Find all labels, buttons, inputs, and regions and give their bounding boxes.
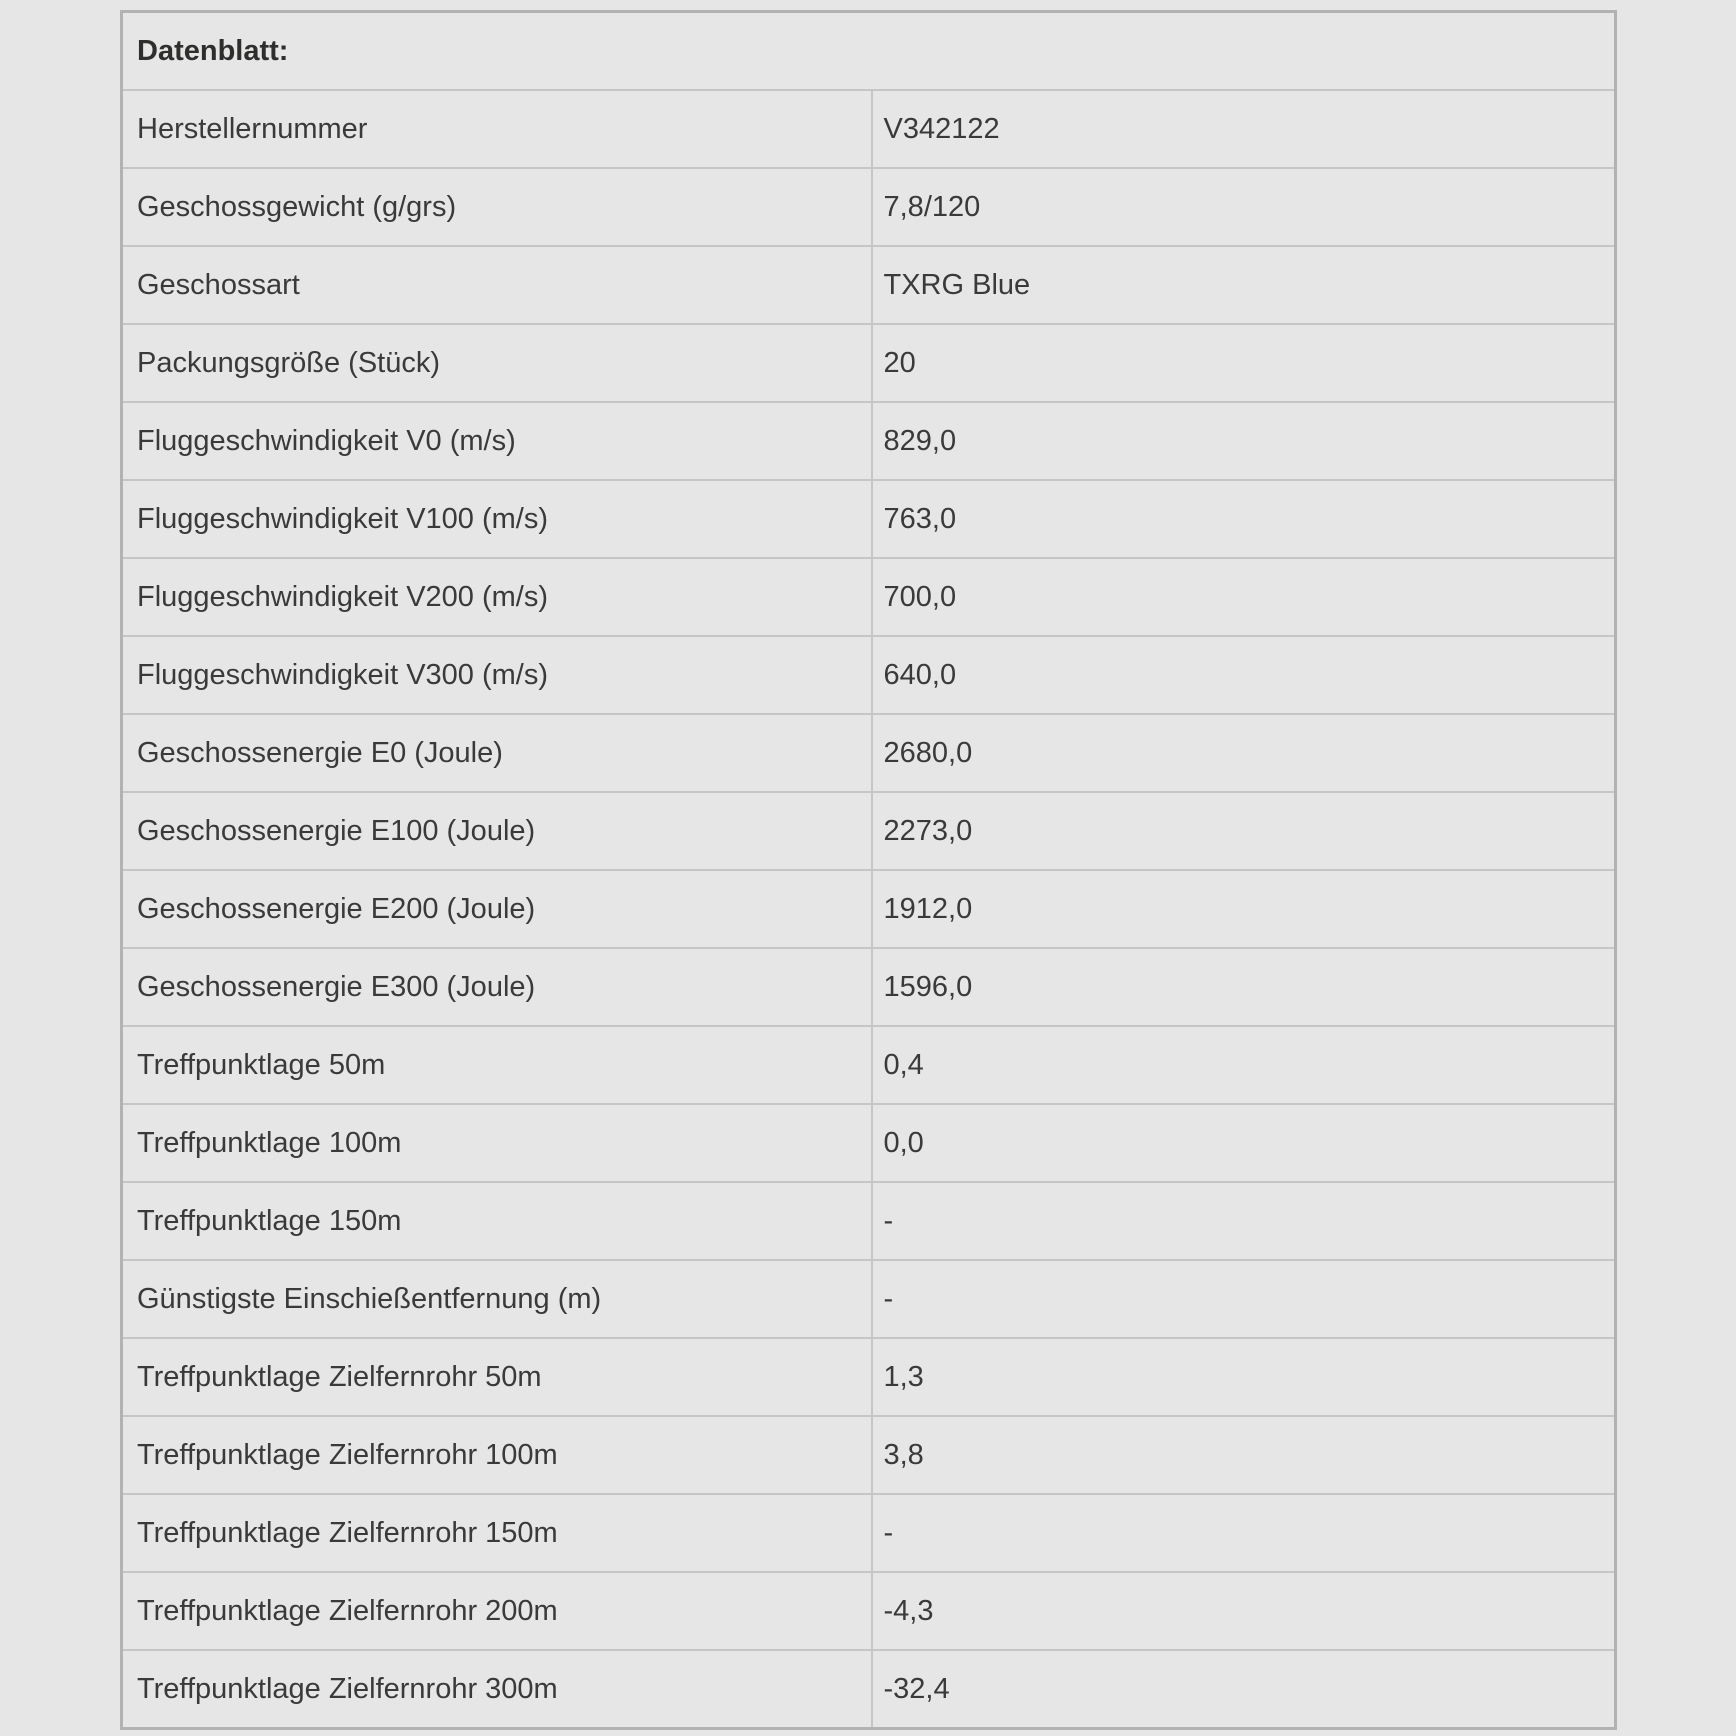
table-row bbox=[122, 1182, 1616, 1260]
row-label: Treffpunktlage Zielfernrohr 300m bbox=[122, 1650, 872, 1729]
row-label: Treffpunktlage 150m bbox=[122, 1182, 872, 1260]
row-value: - bbox=[872, 1260, 1616, 1338]
row-label: Fluggeschwindigkeit V100 (m/s) bbox=[122, 480, 872, 558]
row-label: Treffpunktlage Zielfernrohr 50m bbox=[122, 1338, 872, 1416]
table-row bbox=[122, 870, 1616, 948]
row-label: Günstigste Einschießentfernung (m) bbox=[122, 1260, 872, 1338]
datasheet-section bbox=[120, 10, 1617, 1730]
table-row bbox=[122, 324, 1616, 402]
table-row bbox=[122, 1260, 1616, 1338]
row-label: Treffpunktlage Zielfernrohr 100m bbox=[122, 1416, 872, 1494]
datasheet-table bbox=[120, 10, 1617, 1730]
table-row bbox=[122, 1338, 1616, 1416]
row-value: 700,0 bbox=[872, 558, 1616, 636]
row-value: -32,4 bbox=[872, 1650, 1616, 1729]
row-label: Treffpunktlage 50m bbox=[122, 1026, 872, 1104]
table-row bbox=[122, 480, 1616, 558]
table-row bbox=[122, 1416, 1616, 1494]
row-label: Geschossart bbox=[122, 246, 872, 324]
table-row bbox=[122, 90, 1616, 168]
row-value: 0,4 bbox=[872, 1026, 1616, 1104]
row-value: 763,0 bbox=[872, 480, 1616, 558]
row-label: Fluggeschwindigkeit V200 (m/s) bbox=[122, 558, 872, 636]
row-value: 3,8 bbox=[872, 1416, 1616, 1494]
table-row bbox=[122, 168, 1616, 246]
table-row bbox=[122, 1650, 1616, 1729]
table-row bbox=[122, 402, 1616, 480]
table-row bbox=[122, 1494, 1616, 1572]
table-row bbox=[122, 714, 1616, 792]
table-row bbox=[122, 246, 1616, 324]
table-row bbox=[122, 1572, 1616, 1650]
table-row bbox=[122, 558, 1616, 636]
row-value: 1,3 bbox=[872, 1338, 1616, 1416]
row-value: V342122 bbox=[872, 90, 1616, 168]
row-label: Geschossenergie E300 (Joule) bbox=[122, 948, 872, 1026]
row-value: - bbox=[872, 1182, 1616, 1260]
row-label: Herstellernummer bbox=[122, 90, 872, 168]
table-row bbox=[122, 948, 1616, 1026]
row-value: 20 bbox=[872, 324, 1616, 402]
row-value: 2273,0 bbox=[872, 792, 1616, 870]
row-value: 1596,0 bbox=[872, 948, 1616, 1026]
table-row bbox=[122, 792, 1616, 870]
row-value: TXRG Blue bbox=[872, 246, 1616, 324]
row-label: Fluggeschwindigkeit V0 (m/s) bbox=[122, 402, 872, 480]
row-value: 829,0 bbox=[872, 402, 1616, 480]
row-label: Geschossenergie E200 (Joule) bbox=[122, 870, 872, 948]
row-label: Treffpunktlage Zielfernrohr 150m bbox=[122, 1494, 872, 1572]
row-label: Geschossenergie E0 (Joule) bbox=[122, 714, 872, 792]
row-value: 2680,0 bbox=[872, 714, 1616, 792]
row-value: -4,3 bbox=[872, 1572, 1616, 1650]
table-row bbox=[122, 1026, 1616, 1104]
row-label: Geschossgewicht (g/grs) bbox=[122, 168, 872, 246]
table-row bbox=[122, 636, 1616, 714]
row-value: 0,0 bbox=[872, 1104, 1616, 1182]
row-value: - bbox=[872, 1494, 1616, 1572]
datasheet-header-row bbox=[122, 12, 1616, 91]
row-label: Fluggeschwindigkeit V300 (m/s) bbox=[122, 636, 872, 714]
row-label: Treffpunktlage 100m bbox=[122, 1104, 872, 1182]
row-label: Geschossenergie E100 (Joule) bbox=[122, 792, 872, 870]
row-value: 1912,0 bbox=[872, 870, 1616, 948]
datasheet-title: Datenblatt: bbox=[122, 12, 1616, 91]
row-label: Treffpunktlage Zielfernrohr 200m bbox=[122, 1572, 872, 1650]
row-value: 640,0 bbox=[872, 636, 1616, 714]
row-value: 7,8/120 bbox=[872, 168, 1616, 246]
row-label: Packungsgröße (Stück) bbox=[122, 324, 872, 402]
table-row bbox=[122, 1104, 1616, 1182]
